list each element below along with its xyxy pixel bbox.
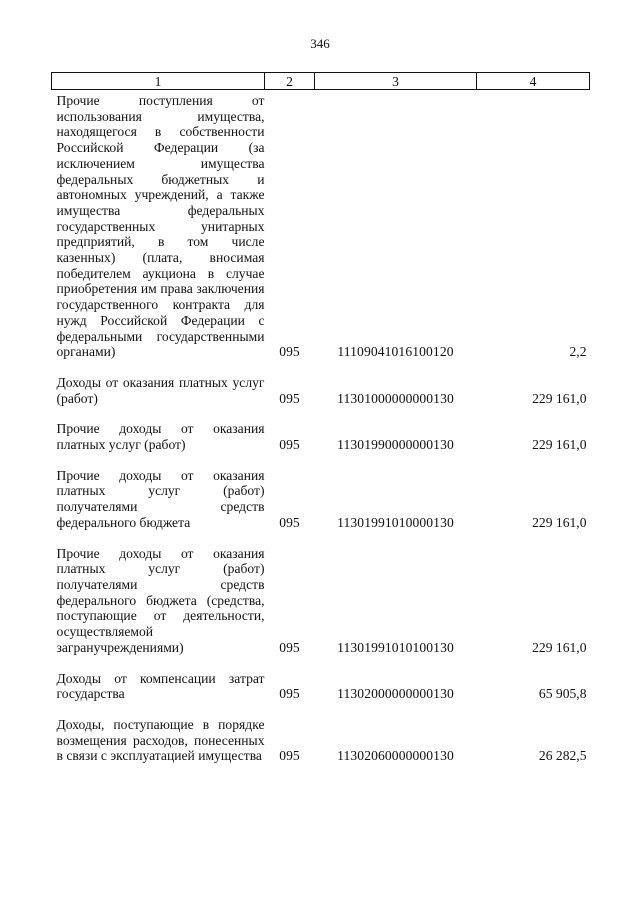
table-row <box>52 536 590 661</box>
budget-classification-code: 11109041016100120 <box>337 344 454 360</box>
amount: 229 161,0 <box>532 639 587 655</box>
table-row <box>52 707 590 769</box>
admin-code: 095 <box>279 639 300 655</box>
table-row <box>52 661 590 707</box>
page-number: 346 <box>310 36 330 51</box>
table-header-row <box>52 73 590 90</box>
table-row <box>52 90 590 365</box>
budget-classification-code: 11301991010100130 <box>337 639 454 655</box>
amount: 65 905,8 <box>538 686 587 702</box>
revenue-name: Доходы от оказания платных услуг (работ) <box>56 374 265 406</box>
amount: 26 282,5 <box>538 748 587 764</box>
amount: 229 161,0 <box>532 390 587 406</box>
amount: 229 161,0 <box>532 437 587 453</box>
budget-classification-code: 11301991010000130 <box>337 514 454 530</box>
budget-classification-code: 11302000000000130 <box>337 686 454 702</box>
admin-code: 095 <box>279 437 300 453</box>
table-row <box>52 411 590 457</box>
revenue-name: Прочие поступления от использования имущества, находящегося в собственности Российской Федерации (за исключением имущества федеральных бюджетных и автономных учреждений, а также имущества федеральных государственных унитарных предприятий, в том числе казенных) (плата, вносимая победителем аукциона в случае приобретения им права заключения государственного контракта для нужд Российской Федерации с федеральными государственными органами) <box>56 93 265 360</box>
revenue-name: Прочие доходы от оказания платных услуг (работ) <box>56 421 265 453</box>
admin-code: 095 <box>279 514 300 530</box>
column-header-4: 4 <box>477 73 590 90</box>
admin-code: 095 <box>279 686 300 702</box>
column-header-3: 3 <box>315 73 477 90</box>
budget-classification-code: 11301000000000130 <box>337 390 454 406</box>
admin-code: 095 <box>279 748 300 764</box>
amount: 229 161,0 <box>532 514 587 530</box>
budget-classification-code: 11301990000000130 <box>337 437 454 453</box>
table-row <box>52 365 590 411</box>
column-header-1: 1 <box>52 73 265 90</box>
table-row <box>52 458 590 536</box>
budget-classification-code: 11302060000000130 <box>337 748 454 764</box>
revenue-name: Доходы, поступающие в порядке возмещения расходов, понесенных в связи с эксплуатацией имущества <box>56 716 265 764</box>
budget-revenue-table <box>51 72 590 769</box>
admin-code: 095 <box>279 390 300 406</box>
amount: 2,2 <box>569 344 587 360</box>
revenue-name: Прочие доходы от оказания платных услуг (работ) получателями средств федерального бюджета <box>56 467 265 530</box>
revenue-name: Доходы от компенсации затрат государства <box>56 670 265 702</box>
revenue-name: Прочие доходы от оказания платных услуг (работ) получателями средств федерального бюджета (средства, поступающие от деятельности, осуществляемой загранучреждениями) <box>56 545 265 655</box>
admin-code: 095 <box>279 344 300 360</box>
column-header-2: 2 <box>265 73 315 90</box>
